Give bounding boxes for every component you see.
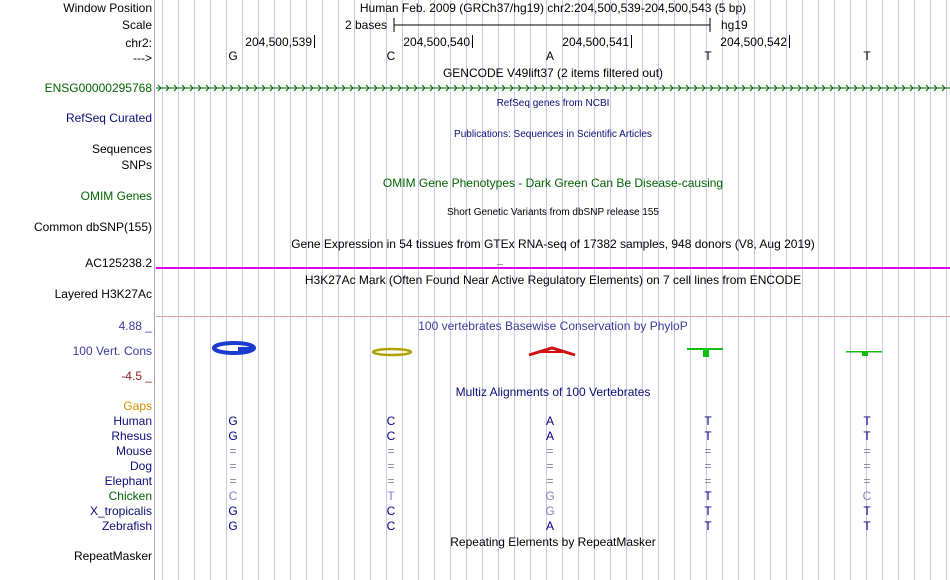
phylop-base-c — [373, 349, 411, 355]
species-label[interactable]: Mouse — [115, 444, 152, 458]
alignment-base: C — [386, 414, 396, 428]
ruler-position: 204,500,541 — [562, 35, 629, 49]
alignment-base: = — [546, 444, 554, 458]
alignment-base: = — [546, 474, 554, 488]
reference-base: T — [704, 49, 712, 63]
gencode-title: GENCODE V49lift37 (2 items filtered out) — [442, 66, 664, 80]
h3k27ac-label[interactable]: Layered H3K27Ac — [54, 287, 152, 301]
gtex-feature-tick — [497, 264, 503, 265]
alignment-base: = — [546, 459, 554, 473]
alignment-base: A — [545, 519, 554, 533]
phylop-label[interactable]: 100 Vert. Cons — [72, 344, 152, 358]
alignment-base: T — [704, 429, 712, 443]
omim-label[interactable]: OMIM Genes — [80, 189, 152, 203]
species-label[interactable]: Dog — [129, 459, 152, 473]
alignment-base: = — [704, 459, 712, 473]
alignment-base: T — [387, 489, 395, 503]
repeatmasker-title: Repeating Elements by RepeatMasker — [450, 535, 656, 549]
alignment-base: C — [228, 489, 238, 503]
alignment-base: = — [863, 474, 871, 488]
alignment-base: = — [704, 474, 712, 488]
alignment-base: G — [228, 429, 238, 443]
alignment-base: T — [863, 519, 871, 533]
alignment-base: G — [545, 489, 555, 503]
species-label[interactable]: Human — [113, 414, 152, 428]
alignment-base: = — [229, 474, 237, 488]
phylop-min-label: -4.5 _ — [121, 369, 152, 383]
alignment-base: A — [545, 414, 554, 428]
gtex-title: Gene Expression in 54 tissues from GTEx RNA-seq of 17382 samples, 948 donors (V8, Aug 2019) — [291, 237, 815, 251]
alignment-base: G — [228, 504, 238, 518]
dbsnp-label[interactable]: Common dbSNP(155) — [33, 220, 152, 234]
reference-base: A — [545, 49, 554, 63]
h3k27ac-title: H3K27Ac Mark (Often Found Near Active Regulatory Elements) on 7 cell lines from ENCODE — [304, 273, 802, 287]
phylop-base-g — [214, 343, 254, 353]
species-label[interactable]: Chicken — [108, 489, 152, 503]
gaps-label: Gaps — [123, 399, 152, 413]
alignment-base: G — [228, 414, 238, 428]
phylop-base-t1 — [687, 348, 723, 357]
ruler-tick — [631, 35, 632, 48]
reference-base: T — [863, 49, 871, 63]
phylop-logo — [156, 338, 950, 362]
alignment-base: = — [387, 444, 395, 458]
h3k27ac-baseline — [156, 316, 950, 317]
h3k27ac-signal-line — [156, 267, 950, 269]
species-label[interactable]: X_tropicalis — [89, 504, 152, 518]
gencode-item-label[interactable]: ENSG00000295768 — [44, 81, 152, 95]
alignment-base: G — [228, 519, 238, 533]
reference-base: G — [228, 49, 238, 63]
alignment-base: C — [386, 504, 396, 518]
repeatmasker-label[interactable]: RepeatMasker — [73, 549, 152, 563]
refseq-label[interactable]: RefSeq Curated — [65, 111, 152, 125]
alignment-base: C — [862, 489, 872, 503]
multiz-title: Multiz Alignments of 100 Vertebrates — [455, 385, 651, 399]
omim-title: OMIM Gene Phenotypes - Dark Green Can Be Disease-causing — [382, 176, 724, 190]
alignment-base: G — [545, 504, 555, 518]
ruler-tick — [789, 35, 790, 48]
phylop-base-t2 — [846, 351, 882, 356]
ruler-position: 204,500,540 — [403, 35, 470, 49]
alignment-base: T — [863, 429, 871, 443]
alignment-base: T — [704, 519, 712, 533]
snps-label[interactable]: SNPs — [121, 158, 152, 172]
reference-base: C — [386, 49, 396, 63]
alignment-base: = — [229, 444, 237, 458]
alignment-base: = — [229, 459, 237, 473]
alignment-base: T — [704, 414, 712, 428]
phylop-max-label: 4.88 _ — [118, 319, 152, 333]
alignment-base: T — [704, 489, 712, 503]
alignment-base: C — [386, 519, 396, 533]
scale-value: 2 bases — [345, 18, 388, 32]
alignment-base: T — [704, 504, 712, 518]
sequences-label[interactable]: Sequences — [91, 142, 152, 156]
publications-title: Publications: Sequences in Scientific Articles — [454, 129, 652, 140]
alignment-base: T — [863, 414, 871, 428]
alignment-base: T — [863, 504, 871, 518]
strand-label: ---> — [133, 51, 152, 65]
window-position-value: Human Feb. 2009 (GRCh37/hg19) chr2:204,500,539-204,500,543 (5 bp) — [359, 1, 747, 15]
scale-bar — [392, 16, 714, 34]
species-label[interactable]: Elephant — [104, 474, 152, 488]
ruler-tick — [472, 35, 473, 48]
dbsnp-title: Short Genetic Variants from dbSNP release 155 — [447, 207, 659, 218]
alignment-base: C — [386, 429, 396, 443]
assembly-label: hg19 — [721, 18, 748, 32]
phylop-title: 100 vertebrates Basewise Conservation by PhyloP — [418, 319, 688, 333]
ruler-tick — [314, 35, 315, 48]
alignment-base: = — [863, 444, 871, 458]
gtex-item-label[interactable]: AC125238.2 — [85, 256, 152, 270]
alignment-base: = — [704, 444, 712, 458]
ruler-position: 204,500,539 — [245, 35, 312, 49]
chrom-label: chr2: — [125, 36, 152, 50]
alignment-base: = — [387, 459, 395, 473]
alignment-base: = — [387, 474, 395, 488]
species-label[interactable]: Rhesus — [111, 429, 152, 443]
alignment-base: A — [545, 429, 554, 443]
scale-label: Scale — [121, 18, 152, 32]
window-position-label: Window Position — [63, 1, 152, 15]
ruler-position: 204,500,542 — [720, 35, 787, 49]
alignment-base: = — [863, 459, 871, 473]
species-label[interactable]: Zebrafish — [101, 519, 152, 533]
refseq-title: RefSeq genes from NCBI — [496, 98, 610, 109]
phylop-base-a — [529, 348, 575, 355]
gencode-gene-feature[interactable] — [156, 82, 950, 94]
